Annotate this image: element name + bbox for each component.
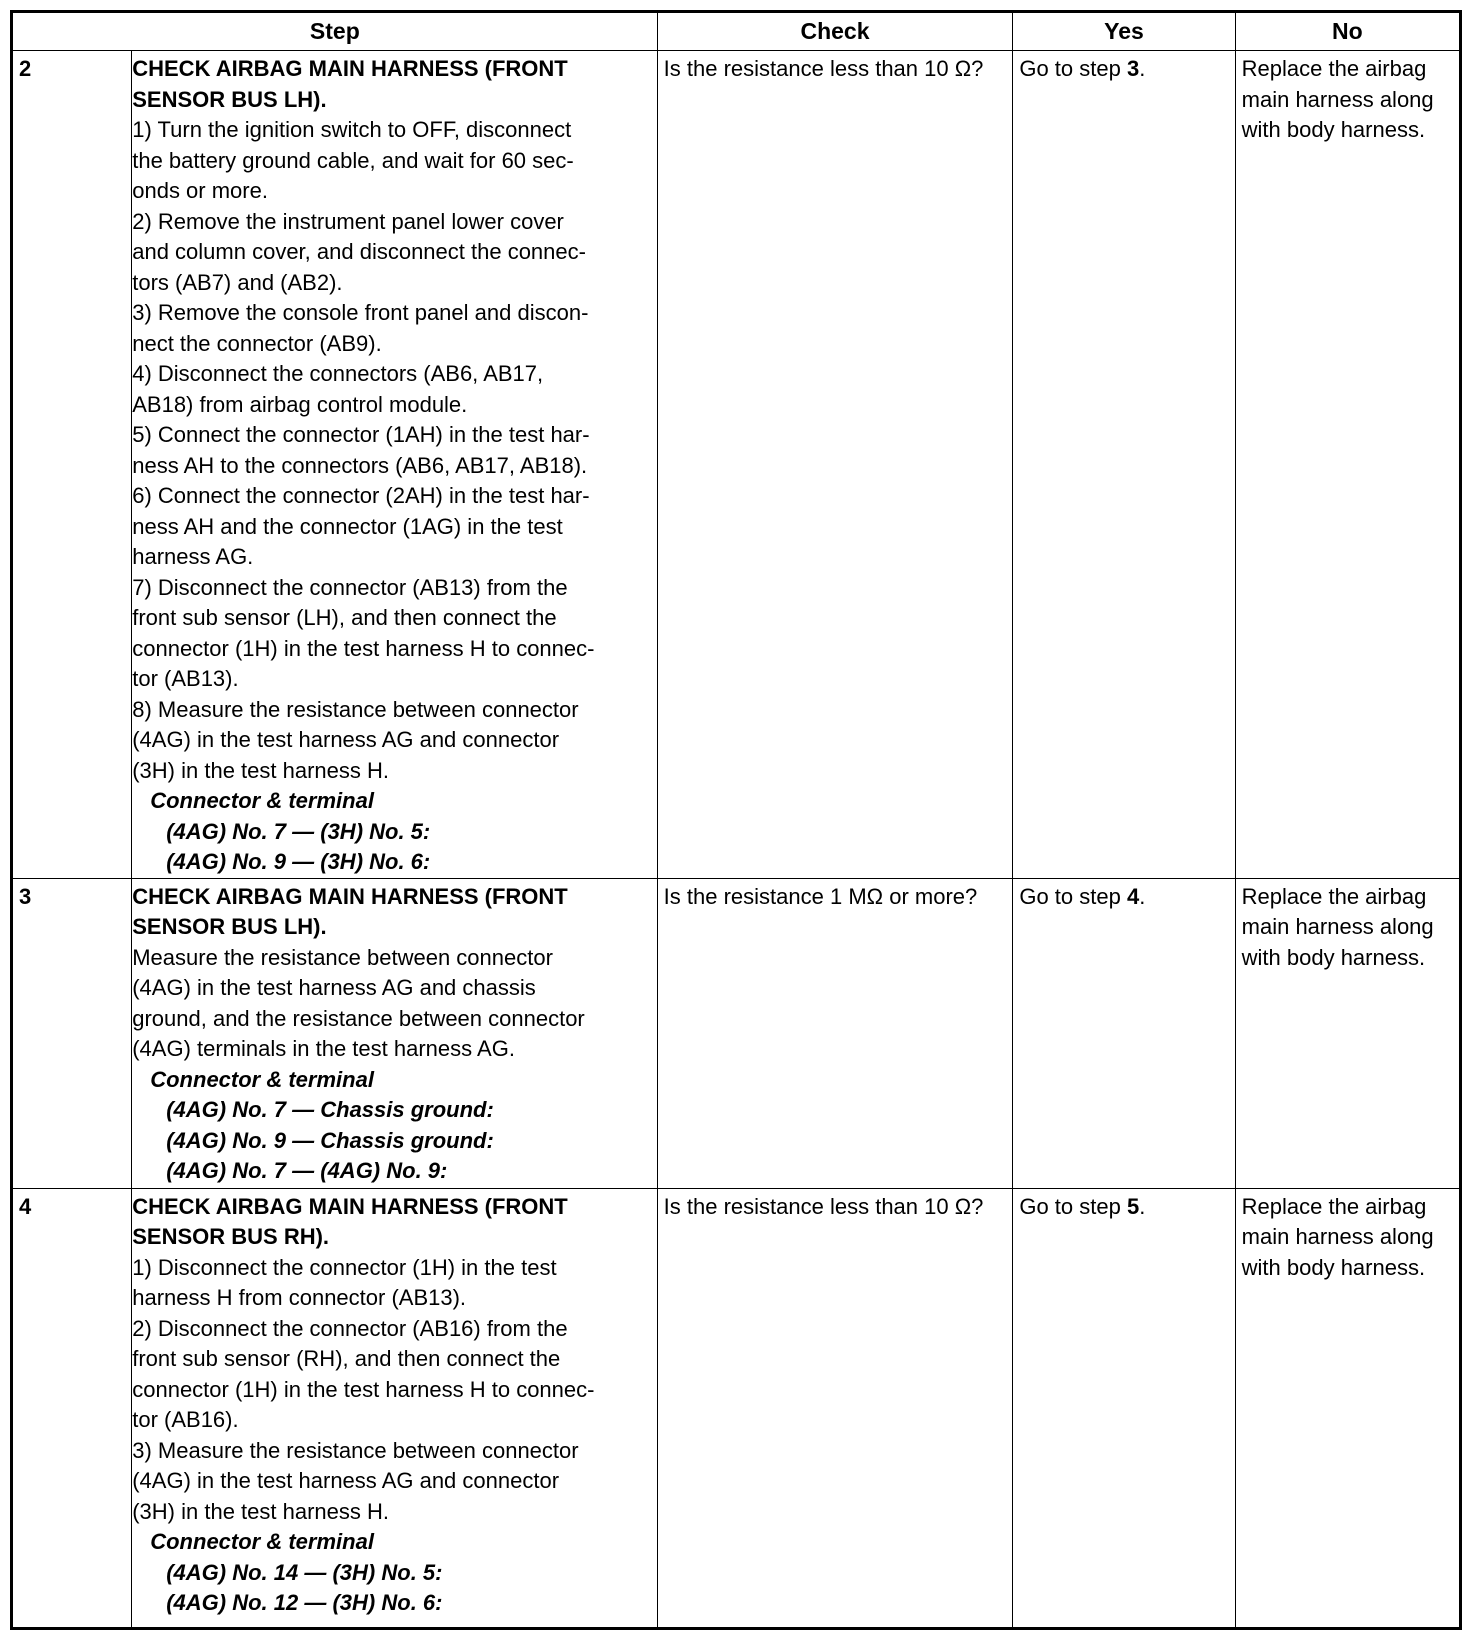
step-line: ground, and the resistance between connector <box>132 1005 585 1031</box>
step-line: front sub sensor (LH), and then connect the <box>132 605 557 630</box>
step-line: tors (AB7) and (AB2). <box>132 269 343 295</box>
step-procedure <box>132 1188 657 1628</box>
step-number: 3 <box>13 878 132 1188</box>
header-yes: Yes <box>1013 13 1235 51</box>
step-line: connector (1H) in the test harness H to connec- <box>132 635 595 661</box>
step-line: harness AG. <box>132 544 254 569</box>
step-title: CHECK AIRBAG MAIN HARNESS (FRONT SENSOR BUS LH). <box>132 883 568 939</box>
connector-terminal-line: (4AG) No. 7 — (4AG) No. 9: <box>166 1158 448 1183</box>
header-no: No <box>1235 13 1459 51</box>
yes-action <box>1013 878 1235 1188</box>
yes-suffix: . <box>1139 883 1146 909</box>
step-line: (4AG) in the test harness AG and connector <box>132 727 560 752</box>
step-line: 6) Connect the connector (2AH) in the test har- <box>132 483 590 508</box>
diagnostic-table <box>12 12 1460 1628</box>
connector-terminal-line: (4AG) No. 9 — (3H) No. 6: <box>166 849 431 874</box>
check-question: Is the resistance less than 10 Ω? <box>657 1188 1013 1628</box>
step-line: (4AG) terminals in the test harness AG. <box>132 1036 515 1061</box>
step-line: connector (1H) in the test harness H to connec- <box>132 1376 595 1402</box>
step-line: (3H) in the test harness H. <box>132 1498 390 1524</box>
step-line: the battery ground cable, and wait for 60 sec- <box>132 147 574 173</box>
yes-action <box>1013 51 1235 879</box>
step-line: ness AH and the connector (1AG) in the test <box>132 513 563 539</box>
table-row <box>13 51 1460 879</box>
step-line: (4AG) in the test harness AG and chassis <box>132 975 536 1000</box>
step-line: 1) Turn the ignition switch to OFF, disconnect <box>132 117 572 142</box>
step-line: ness AH to the connectors (AB6, AB17, AB18). <box>132 452 588 478</box>
yes-step-number: 3 <box>1126 56 1140 81</box>
connector-terminal-line: (4AG) No. 14 — (3H) No. 5: <box>166 1559 443 1585</box>
step-line: (3H) in the test harness H. <box>132 757 390 783</box>
step-line: 2) Remove the instrument panel lower cover <box>132 208 564 234</box>
step-line: front sub sensor (RH), and then connect the <box>132 1346 561 1371</box>
connector-heading: Connector & terminal <box>150 1066 374 1092</box>
table-row <box>13 1188 1460 1628</box>
no-action: Replace the airbag main harness along with body harness. <box>1235 51 1459 879</box>
check-question: Is the resistance 1 MΩ or more? <box>657 878 1013 1188</box>
step-line: 1) Disconnect the connector (1H) in the test <box>132 1254 557 1280</box>
table-row <box>13 878 1460 1188</box>
header-step: Step <box>13 13 658 51</box>
yes-prefix: Go to step <box>1019 1193 1127 1219</box>
connector-terminal-line: (4AG) No. 7 — Chassis ground: <box>166 1097 494 1122</box>
step-title: CHECK AIRBAG MAIN HARNESS (FRONT SENSOR BUS RH). <box>132 1193 568 1249</box>
yes-step-number: 5 <box>1126 1193 1140 1219</box>
step-line: 3) Remove the console front panel and discon- <box>132 300 589 325</box>
step-line: Measure the resistance between connector <box>132 944 553 970</box>
step-line: 7) Disconnect the connector (AB13) from the <box>132 574 568 600</box>
step-procedure <box>132 51 657 879</box>
step-line: 4) Disconnect the connectors (AB6, AB17, <box>132 361 544 386</box>
step-line: onds or more. <box>132 178 268 203</box>
step-line: tor (AB13). <box>132 666 239 691</box>
yes-prefix: Go to step <box>1019 883 1127 909</box>
step-title: CHECK AIRBAG MAIN HARNESS (FRONT SENSOR BUS LH). <box>132 56 568 112</box>
connector-terminal-line: (4AG) No. 12 — (3H) No. 6: <box>166 1590 443 1615</box>
yes-suffix: . <box>1139 56 1146 81</box>
step-line: harness H from connector (AB13). <box>132 1285 467 1310</box>
connector-terminal-line: (4AG) No. 9 — Chassis ground: <box>166 1127 494 1153</box>
yes-suffix: . <box>1139 1193 1146 1219</box>
step-line: 8) Measure the resistance between connector <box>132 696 579 722</box>
no-action: Replace the airbag main harness along with body harness. <box>1235 1188 1459 1628</box>
connector-terminal-line: (4AG) No. 7 — (3H) No. 5: <box>166 818 431 844</box>
step-line: 2) Disconnect the connector (AB16) from the <box>132 1315 568 1341</box>
connector-heading: Connector & terminal <box>150 788 374 813</box>
step-line: AB18) from airbag control module. <box>132 391 468 417</box>
header-row <box>13 13 1460 51</box>
diagnostic-table-frame <box>10 10 1462 1630</box>
step-line: 3) Measure the resistance between connector <box>132 1437 579 1463</box>
header-check: Check <box>657 13 1013 51</box>
yes-prefix: Go to step <box>1019 56 1127 81</box>
step-line: (4AG) in the test harness AG and connector <box>132 1468 560 1493</box>
yes-action <box>1013 1188 1235 1628</box>
step-line: and column cover, and disconnect the connec- <box>132 239 586 264</box>
connector-heading: Connector & terminal <box>150 1529 374 1554</box>
step-procedure <box>132 878 657 1188</box>
step-number: 4 <box>13 1188 132 1628</box>
yes-step-number: 4 <box>1126 883 1140 909</box>
check-question: Is the resistance less than 10 Ω? <box>657 51 1013 879</box>
no-action: Replace the airbag main harness along with body harness. <box>1235 878 1459 1188</box>
step-line: nect the connector (AB9). <box>132 330 382 356</box>
step-line: 5) Connect the connector (1AH) in the test har- <box>132 422 590 447</box>
step-line: tor (AB16). <box>132 1407 239 1432</box>
step-number: 2 <box>13 51 132 879</box>
